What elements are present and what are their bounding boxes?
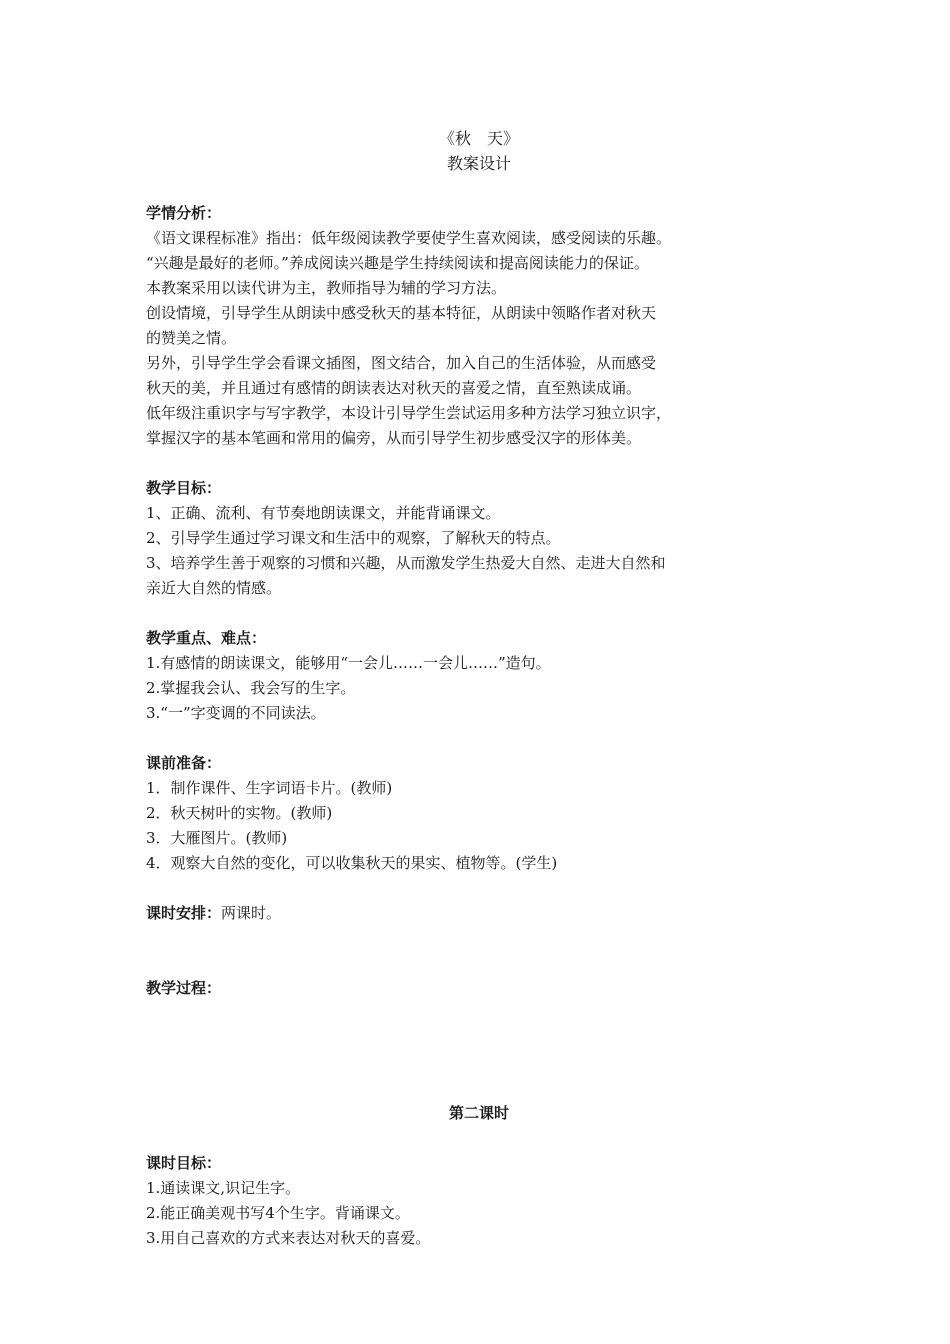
analysis-line: 秋天的美，并且通过有感情的朗读表达对秋天的喜爱之情，直至熟读成诵。 — [146, 379, 642, 397]
goals-heading: 教学目标： — [146, 479, 222, 497]
key-points-line: 1.有感情的朗读课文，能够用“一会儿……一会儿……”造句。 — [146, 654, 551, 672]
analysis-line: 另外，引导学生学会看课文插图，图文结合，加入自己的生活体验，从而感受 — [146, 354, 657, 372]
analysis-line: “兴趣是最好的老师。”养成阅读兴趣是学生持续阅读和提高阅读能力的保证。 — [146, 254, 649, 272]
document-title: 《秋 天》 — [438, 129, 519, 148]
analysis-line: 的赞美之情。 — [146, 329, 237, 347]
prep-line: 2．秋天树叶的实物。(教师) — [146, 804, 333, 822]
lesson2-heading: 课时目标： — [146, 1154, 222, 1172]
process-heading: 教学过程： — [146, 979, 222, 997]
key-points-heading: 教学重点、难点： — [146, 629, 267, 647]
lesson2-line: 1.通读课文,识记生字。 — [146, 1179, 301, 1197]
analysis-line: 掌握汉字的基本笔画和常用的偏旁，从而引导学生初步感受汉字的形体美。 — [146, 429, 642, 447]
prep-line: 3．大雁图片。(教师) — [146, 829, 288, 847]
prep-heading: 课前准备： — [146, 754, 222, 772]
lesson2-title: 第二课时 — [448, 1104, 509, 1122]
goals-line: 亲近大自然的情感。 — [146, 579, 282, 597]
lesson2-line: 2.能正确美观书写4个生字。背诵课文。 — [146, 1204, 410, 1222]
prep-line: 4．观察大自然的变化，可以收集秋天的果实、植物等。(学生) — [146, 854, 558, 872]
goals-line: 3、培养学生善于观察的习惯和兴趣，从而激发学生热爱大自然、走进大自然和 — [146, 554, 666, 572]
analysis-line: 《语文课程标准》指出：低年级阅读教学要使学生喜欢阅读，感受阅读的乐趣。 — [146, 229, 672, 247]
key-points-line: 3.“一”字变调的不同读法。 — [146, 704, 326, 722]
goals-line: 1、正确、流利、有节奏地朗读课文，并能背诵课文。 — [146, 504, 501, 522]
analysis-line: 低年级注重识字与写字教学，本设计引导学生尝试运用多种方法学习独立识字， — [146, 404, 672, 422]
analysis-line: 创设情境，引导学生从朗读中感受秋天的基本特征，从朗读中领略作者对秋天 — [146, 304, 657, 322]
key-points-line: 2.掌握我会认、我会写的生字。 — [146, 679, 356, 697]
goals-line: 2、引导学生通过学习课文和生活中的观察，了解秋天的特点。 — [146, 529, 561, 547]
document-subtitle: 教案设计 — [446, 154, 511, 173]
lesson2-line: 3.用自己喜欢的方式来表达对秋天的喜爱。 — [146, 1229, 431, 1247]
schedule-text: 两课时。 — [221, 904, 282, 922]
schedule-row — [146, 901, 826, 926]
analysis-line: 本教案采用以读代讲为主，教师指导为辅的学习方法。 — [146, 279, 507, 297]
prep-line: 1．制作课件、生字词语卡片。(教师) — [146, 779, 393, 797]
schedule-heading: 课时安排： — [146, 904, 222, 922]
analysis-heading: 学情分析： — [146, 204, 222, 222]
document-page — [146, 126, 826, 1251]
